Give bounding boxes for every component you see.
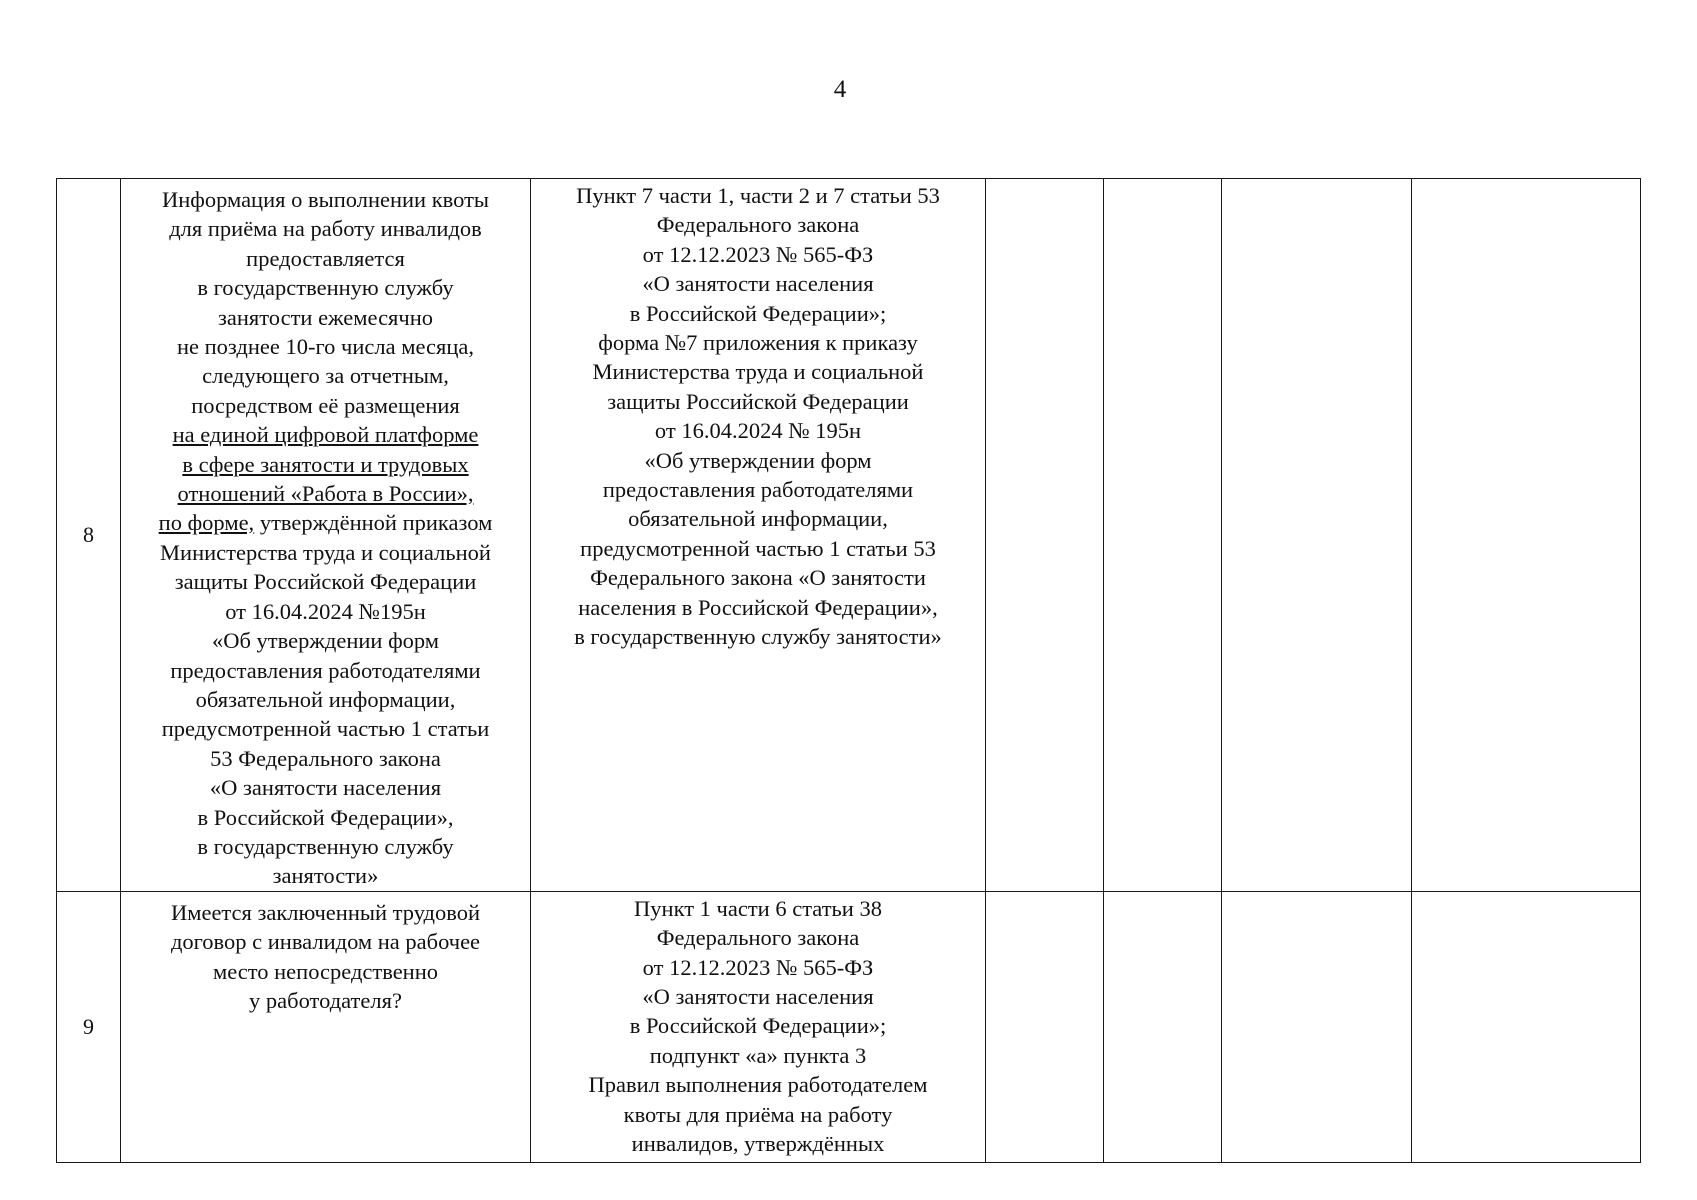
answer-no-cell[interactable]	[1104, 179, 1222, 892]
not-applicable-cell[interactable]	[1222, 891, 1412, 1162]
row-number: 9	[57, 891, 121, 1162]
question-text-part: утверждённой приказом Министерства труда и социальной защиты Российской Федерации от 16.04.2024 №195н «Об утверждении форм предоставления работодателями обязательной информации, предусмотренной частью 1 статьи 53 Федерального закона «О занятости населения в Российской Федерации», в государственную службу занятости»	[160, 510, 493, 889]
answer-yes-cell[interactable]	[986, 891, 1104, 1162]
notes-cell[interactable]	[1412, 179, 1641, 892]
not-applicable-cell[interactable]	[1222, 179, 1412, 892]
row-number: 8	[57, 179, 121, 892]
legal-basis-cell	[531, 179, 986, 892]
legal-basis-cell	[531, 891, 986, 1162]
question-text	[121, 179, 530, 891]
page-number: 4	[833, 76, 847, 103]
legal-basis-text: Пункт 1 части 6 статьи 38 Федерального закона от 12.12.2023 № 565-ФЗ «О занятости населения в Российской Федерации»; подпункт «а» пункта 3 Правил выполнения работодателем квоты для приёма на работу инвалидов, утверждённых	[588, 895, 928, 1156]
question-cell	[121, 179, 531, 892]
question-text: Имеется заключенный трудовой договор с инвалидом на рабочее место непосредственно у работодателя?	[170, 899, 481, 1013]
table-row	[57, 891, 1641, 1162]
answer-no-cell[interactable]	[1104, 891, 1222, 1162]
notes-cell[interactable]	[1412, 891, 1641, 1162]
checklist-table	[56, 178, 1641, 1163]
question-cell	[121, 891, 531, 1162]
question-text-underlined: на единой цифровой платформе в сфере занятости и трудовых отношений «Работа в России», по форме,	[158, 422, 479, 536]
answer-yes-cell[interactable]	[986, 179, 1104, 892]
table-row	[57, 179, 1641, 892]
question-text-part: Информация о выполнении квоты для приёма на работу инвалидов предоставляется в государственную службу занятости ежемесячно не позднее 10-го числа месяца, следующего за отчетным, посредством её размещения	[161, 187, 490, 418]
legal-basis-text: Пункт 7 части 1, части 2 и 7 статьи 53 Федерального закона от 12.12.2023 № 565-ФЗ «О занятости населения в Российской Федерации»; форма №7 приложения к приказу Министерства труда и социальной защиты Российской Федерации от 16.04.2024 № 195н «Об утверждении форм предоставления работодателями обязательной информации, предусмотренной частью 1 статьи 53 Федерального закона «О занятости населения в Российской Федерации», в государственную службу занятости»	[574, 183, 942, 650]
